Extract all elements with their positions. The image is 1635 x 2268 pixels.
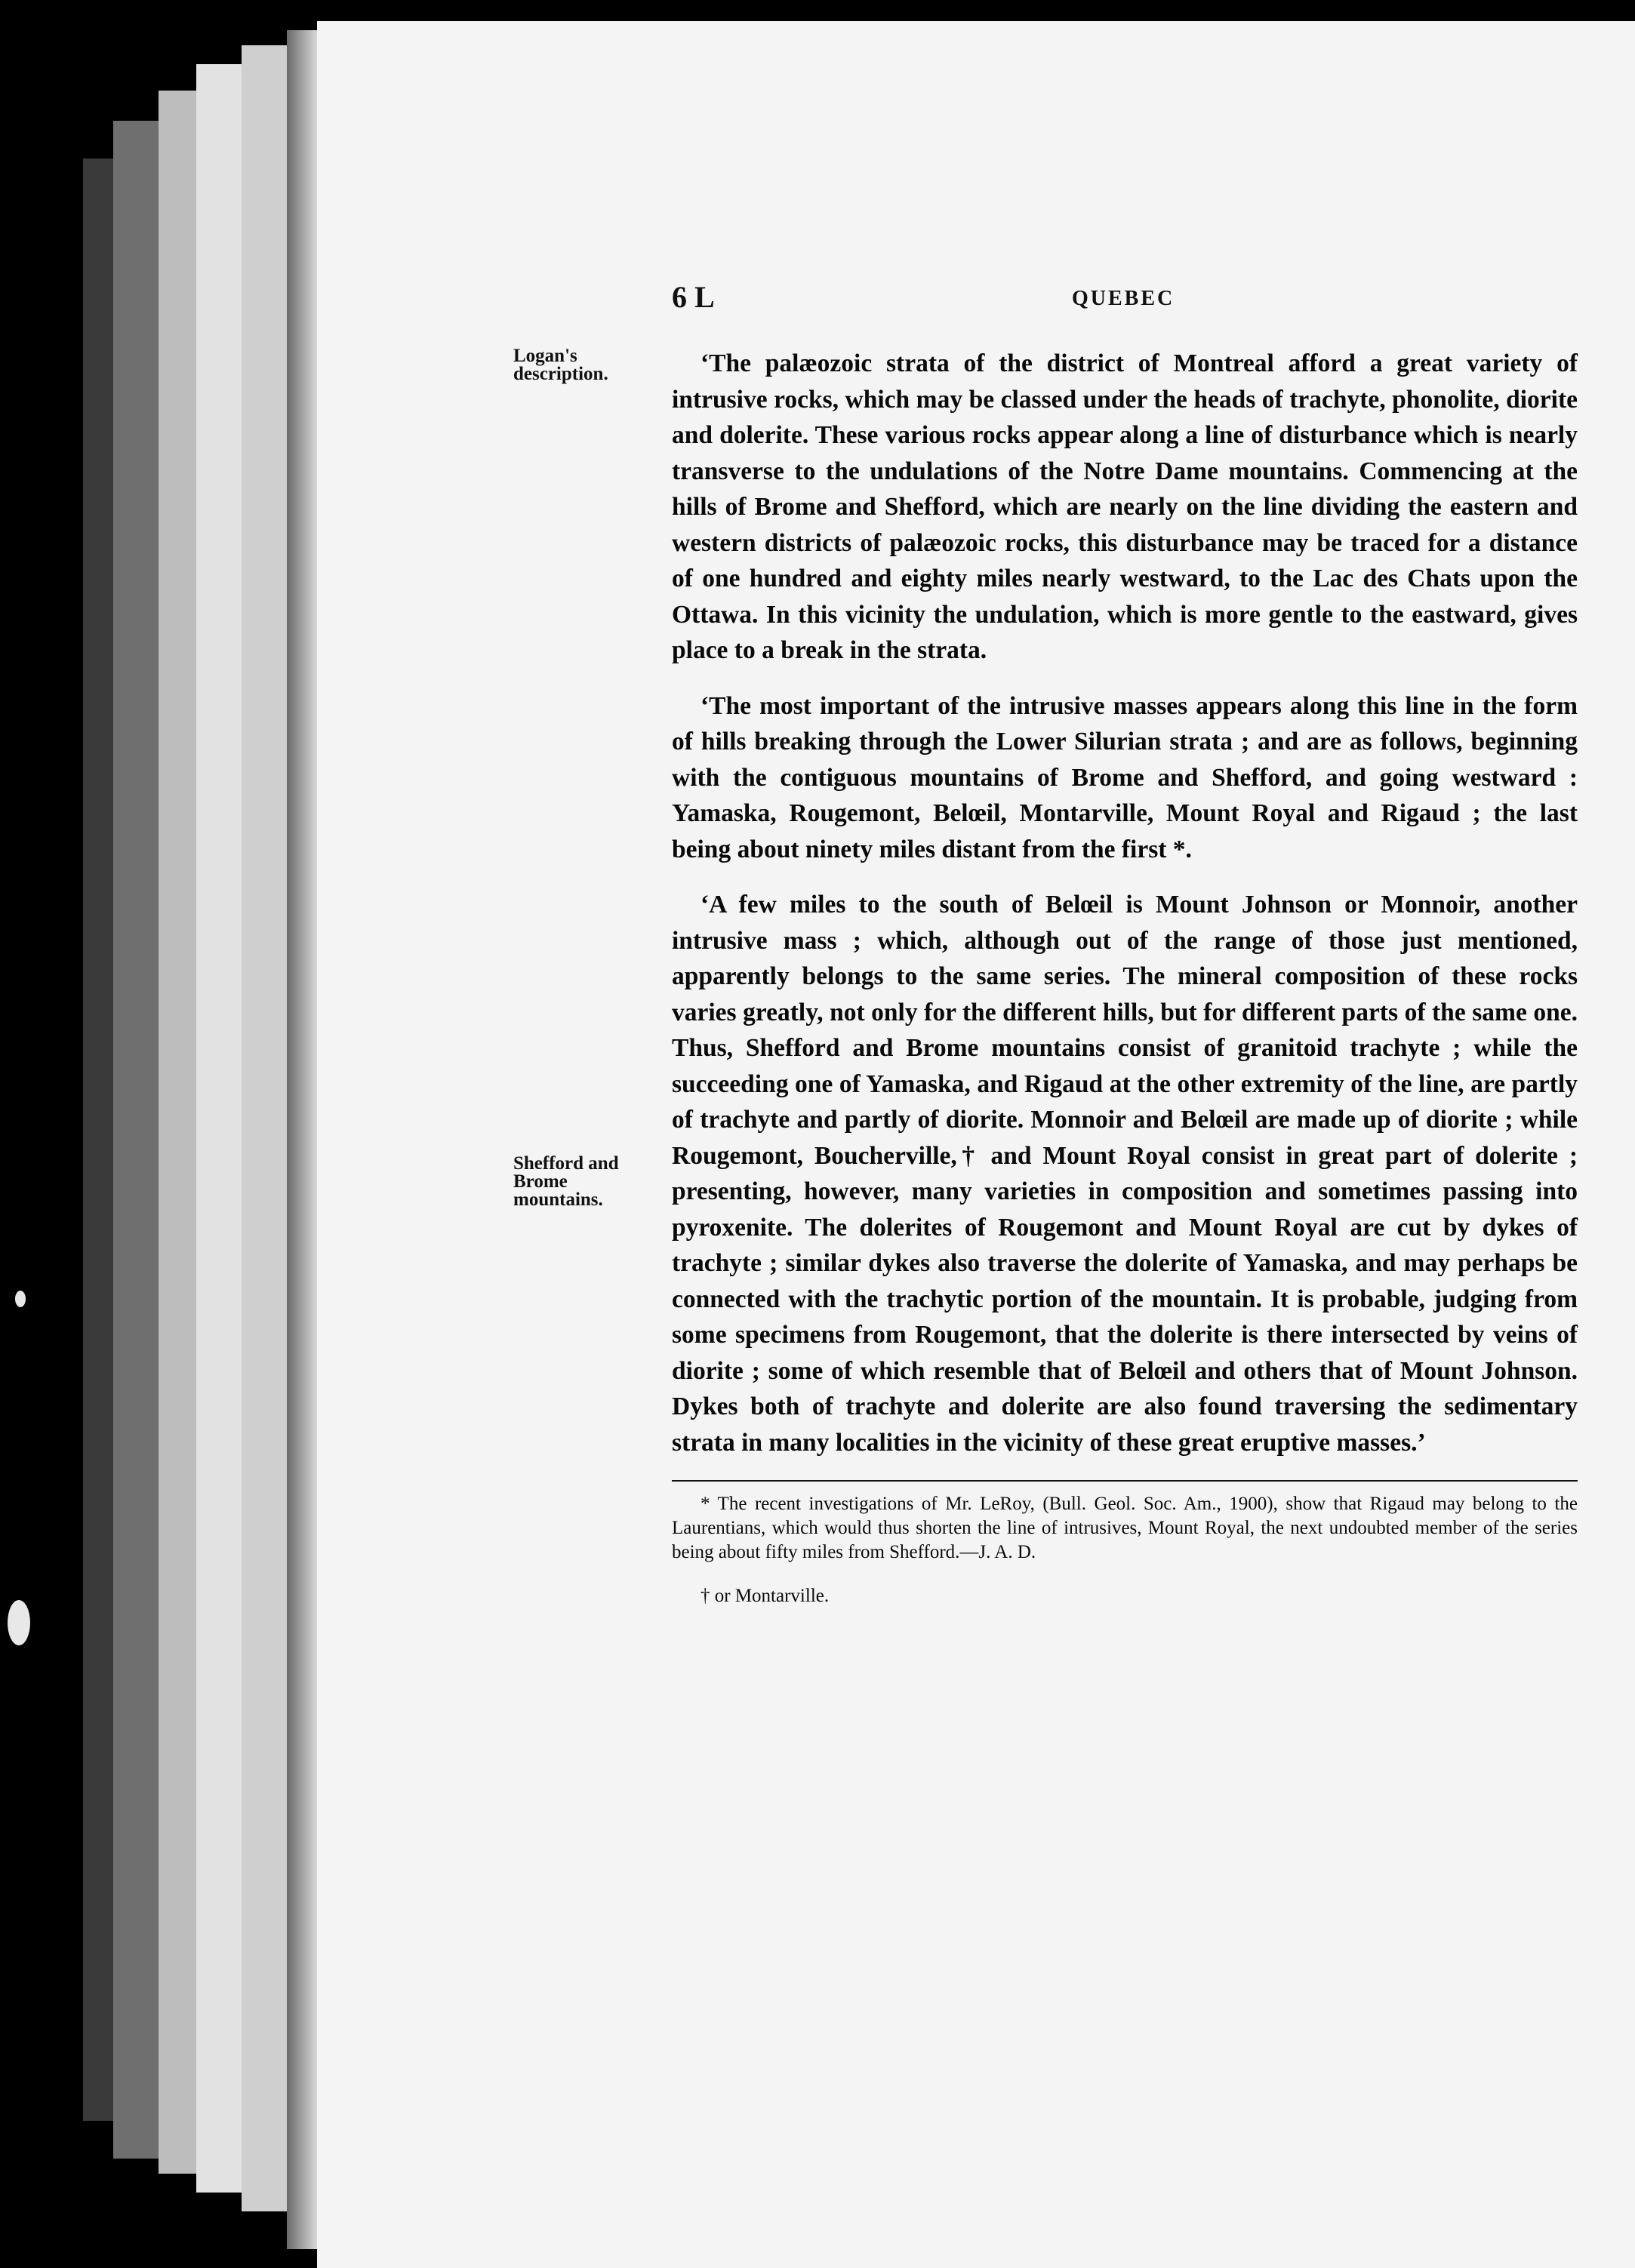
- paragraph: ‘The palæozoic strata of the district of Montreal afford a great variety of intrusive rocks, which may be classed under the heads of trachyte, phonolite, diorite and dolerite. These various rocks appear along a line of disturbance which is nearly transverse to the undulations of the Notre Dame mountains. Commencing at the hills of Brome and Shefford, which are nearly on the line dividing the eastern and western districts of palæozoic rocks, this disturbance may be traced for a distance of one hundred and eighty miles nearly westward, to the Lac des Chats upon the Ottawa. In this vicinity the undulation, which is more gentle to the eastward, gives place to a break in the strata.: [672, 349, 1578, 664]
- page-number: 6 L: [672, 280, 715, 314]
- book-edge: [113, 121, 159, 2159]
- book-edge: [159, 91, 196, 2174]
- book-page: [317, 21, 1635, 2268]
- footnote: † or Montarville.: [700, 1586, 830, 1606]
- margin-note-shefford: Shefford and Brome mountains.: [513, 1153, 619, 1210]
- book-edge: [196, 64, 242, 2193]
- paragraph: ‘The most important of the intrusive masses appears along this line in the form of hills breaking through the Lower Silurian strata ; and are as follows, beginning with the contiguous mountains of Brome and Shefford, and going westward : Yamaska, Rougemont, Belœil, Montarville, Mount Royal and Rigaud ; the last being about ninety miles distant from the first *.: [672, 691, 1578, 863]
- paragraph: ‘A few miles to the south of Belœil is Mount Johnson or Monnoir, another intrusive mass ; which, although out of the range of those just mentioned, apparently belongs to the same series. The mineral composition of these rocks varies greatly, not only for the different hills, but for different parts of the same one. Thus, Shefford and Brome mountains consist of granitoid trachyte ; while the succeeding one of Yamaska, and Rigaud at the other extremity of the line, are partly of trachyte and partly of diorite. Monnoir and Belœil are made up of diorite ; while Rougemont, Boucherville,† and Mount Royal consist in great part of dolerite ; presenting, however, many varieties in composition and sometimes passing into pyroxenite. The dolerites of Rougemont and Mount Royal are cut by dykes of trachyte ; similar dykes also traverse the dolerite of Yamaska, and may perhaps be connected with the trachytic portion of the mountain. It is probable, judging from some specimens from Rougemont, that the dolerite is there intersected by veins of diorite ; some of which resemble that of Belœil and others that of Mount Johnson. Dykes both of trachyte and dolerite are also found traversing the sedimentary strata in many localities in the vicinity of these great eruptive masses.’: [672, 891, 1578, 1457]
- footnote-rule: [672, 1480, 1578, 1482]
- book-edge: [242, 45, 287, 2211]
- book-edge: [83, 158, 113, 2121]
- scan-speck: [15, 1291, 26, 1307]
- running-title: QUEBEC: [1072, 287, 1175, 310]
- body-text: [672, 346, 1578, 1628]
- gutter-shadow: [287, 30, 317, 2249]
- margin-note-logan: Logan's description.: [513, 346, 608, 384]
- footnote: * The recent investigations of Mr. LeRoy, (Bull. Geol. Soc. Am., 1900), show that Rigaud may belong to the Laurentians, which would thus shorten the line of intrusives, Mount Royal, the next undoubted member of the series being about fifty miles from Shefford.—J. A. D.: [672, 1494, 1578, 1562]
- scan-speck: [8, 1600, 30, 1645]
